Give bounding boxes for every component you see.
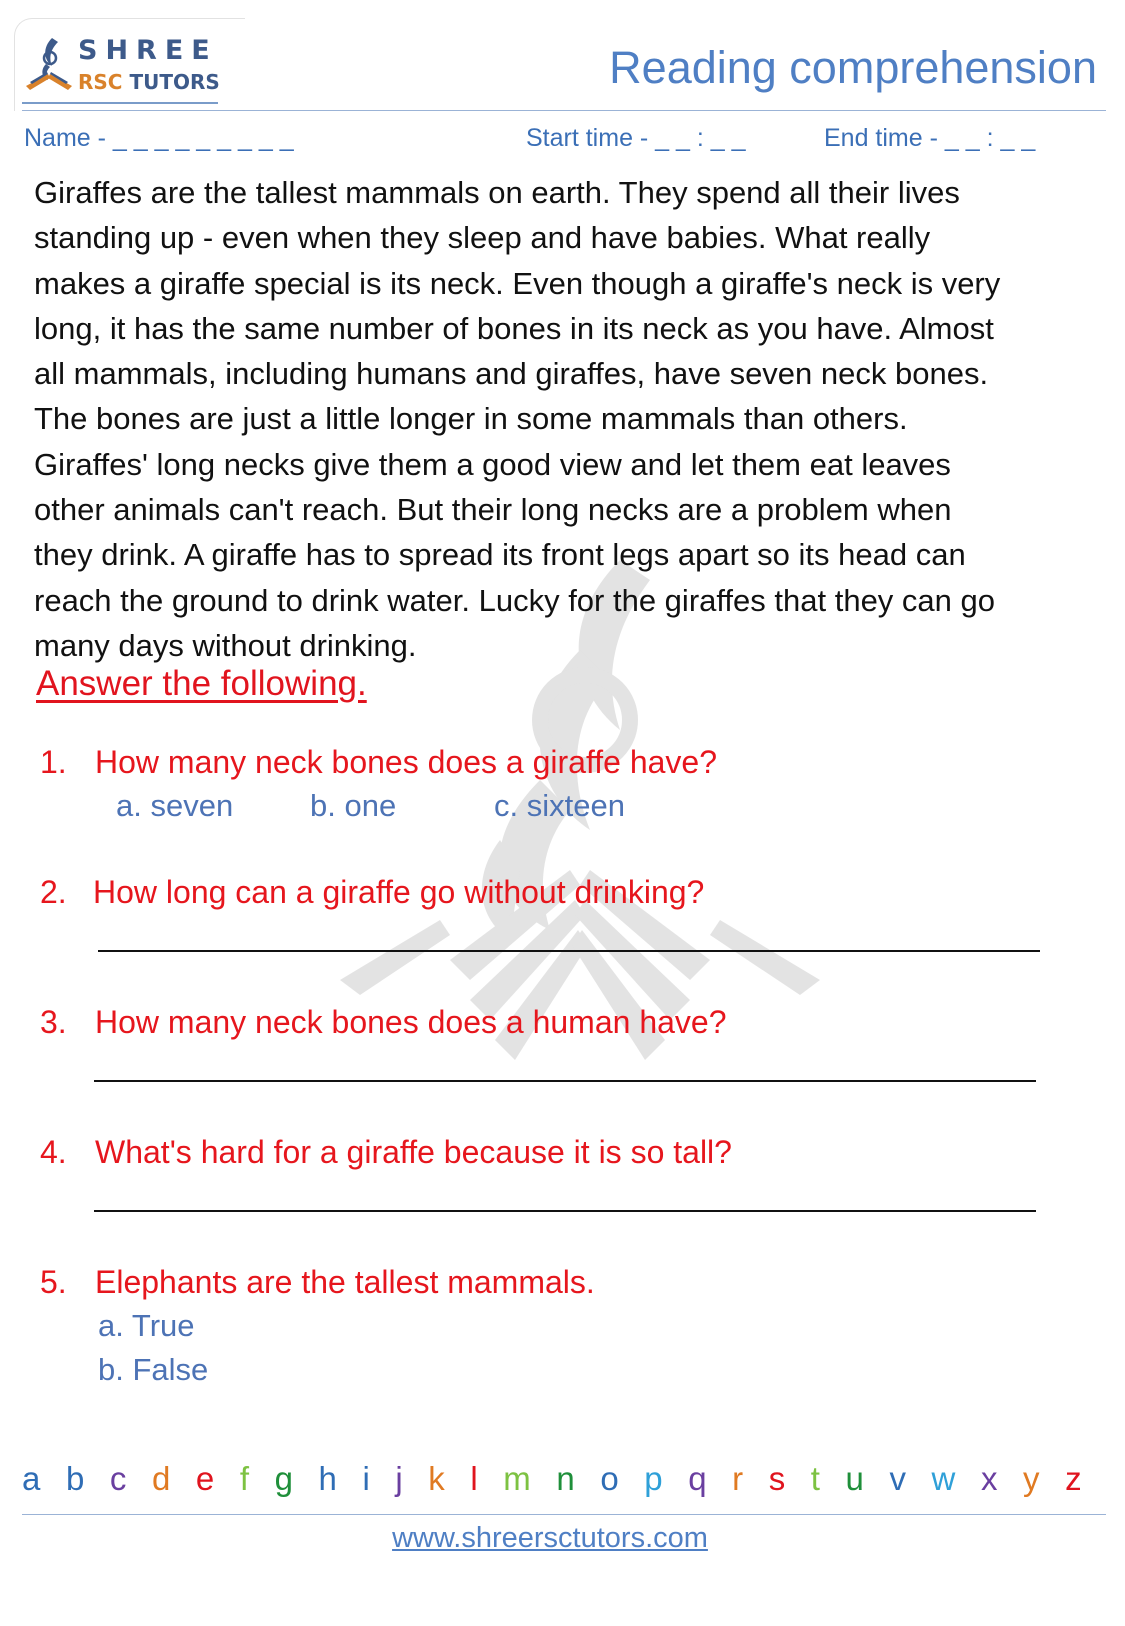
alphabet-letter-r: r xyxy=(732,1460,744,1497)
logo-tutors-suffix: TUTORS xyxy=(122,70,220,94)
passage-line: standing up - even when they sleep and have babies. What really xyxy=(34,220,931,256)
passage-line: all mammals, including humans and giraffes, have seven neck bones. xyxy=(34,356,989,392)
passage-line: makes a giraffe special is its neck. Even though a giraffe's neck is very xyxy=(34,265,1001,301)
alphabet-letter-t: t xyxy=(810,1460,820,1497)
flame-book-icon xyxy=(20,34,78,96)
alphabet-letter-a: a xyxy=(22,1460,41,1497)
option-c-sixteen[interactable]: c. sixteen xyxy=(494,788,625,823)
brand-logo xyxy=(14,18,244,110)
alphabet-letter-l: l xyxy=(470,1460,478,1497)
passage-line: many days without drinking. xyxy=(34,627,417,663)
question-3 xyxy=(40,1004,727,1041)
question-number: 5. xyxy=(40,1264,67,1300)
question-number: 3. xyxy=(40,1004,67,1040)
option-a-seven[interactable]: a. seven xyxy=(116,788,234,823)
question-1 xyxy=(40,744,718,781)
alphabet-letter-c: c xyxy=(109,1460,127,1497)
question-text: How long can a giraffe go without drinking? xyxy=(93,874,705,910)
reading-passage xyxy=(34,170,1124,668)
question-text: How many neck bones does a human have? xyxy=(95,1004,727,1040)
question-2 xyxy=(40,874,705,911)
answer-line-3[interactable] xyxy=(94,1080,1036,1082)
option-b-one[interactable]: b. one xyxy=(310,788,397,823)
footer-divider xyxy=(22,1514,1106,1515)
answer-heading: Answer the following. xyxy=(36,664,367,703)
question-5 xyxy=(40,1264,595,1301)
passage-line: long, it has the same number of bones in its neck as you have. Almost xyxy=(34,310,994,346)
alphabet-letter-p: p xyxy=(644,1460,663,1497)
logo-shree-text: SHREE xyxy=(78,35,218,66)
passage-line: Giraffes' long necks give them a good view and let them eat leaves xyxy=(34,446,951,482)
alphabet-letter-o: o xyxy=(600,1460,619,1497)
alphabet-letter-q: q xyxy=(688,1460,707,1497)
question-text: How many neck bones does a giraffe have? xyxy=(95,744,718,780)
question-text: What's hard for a giraffe because it is so tall? xyxy=(95,1134,732,1170)
page-title: Reading comprehension xyxy=(609,42,1097,93)
question-4 xyxy=(40,1134,732,1171)
alphabet-letter-f: f xyxy=(239,1460,249,1497)
alphabet-letter-b: b xyxy=(65,1460,85,1497)
alphabet-letter-e: e xyxy=(195,1460,215,1497)
alphabet-letter-n: n xyxy=(556,1460,575,1497)
alphabet-letter-u: u xyxy=(845,1460,864,1497)
option-b-false[interactable]: b. False xyxy=(98,1352,209,1387)
logo-rsc-text xyxy=(78,70,220,94)
question-number: 2. xyxy=(40,874,67,910)
logo-underline xyxy=(22,102,218,104)
website-link[interactable]: www.shreersctutors.com xyxy=(392,1522,708,1554)
header-divider xyxy=(22,110,1106,111)
alphabet-letter-s: s xyxy=(768,1460,786,1497)
passage-line: reach the ground to drink water. Lucky for the giraffes that they can go xyxy=(34,582,995,618)
answer-line-2[interactable] xyxy=(98,950,1040,952)
option-a-true[interactable]: a. True xyxy=(98,1308,195,1343)
name-field[interactable]: Name - _ _ _ _ _ _ _ _ _ xyxy=(24,124,294,152)
passage-line: Giraffes are the tallest mammals on earth. They spend all their lives xyxy=(34,175,960,210)
passage-line: other animals can't reach. But their long necks are a problem when xyxy=(34,492,952,528)
alphabet-letter-y: y xyxy=(1023,1460,1040,1497)
logo-rsc-prefix: RSC xyxy=(78,70,123,94)
alphabet-letter-m: m xyxy=(503,1460,531,1497)
start-time-field[interactable]: Start time - _ _ : _ _ xyxy=(526,124,746,152)
question-text: Elephants are the tallest mammals. xyxy=(95,1264,595,1300)
alphabet-letter-v: v xyxy=(889,1460,906,1497)
alphabet-letter-d: d xyxy=(151,1460,171,1497)
question-number: 4. xyxy=(40,1134,67,1170)
alphabet-strip xyxy=(22,1460,1082,1498)
alphabet-letter-w: w xyxy=(931,1460,956,1497)
alphabet-letter-h: h xyxy=(318,1460,337,1497)
end-time-field[interactable]: End time - _ _ : _ _ xyxy=(824,124,1036,152)
alphabet-letter-g: g xyxy=(274,1460,293,1497)
alphabet-letter-x: x xyxy=(980,1460,998,1497)
alphabet-letter-k: k xyxy=(428,1460,445,1497)
answer-line-4[interactable] xyxy=(94,1210,1036,1212)
passage-line: The bones are just a little longer in some mammals than others. xyxy=(34,401,908,437)
passage-line: they drink. A giraffe has to spread its front legs apart so its head can xyxy=(34,537,966,573)
question-number: 1. xyxy=(40,744,67,780)
alphabet-letter-z: z xyxy=(1065,1460,1082,1497)
alphabet-letter-i: i xyxy=(362,1460,370,1497)
alphabet-letter-j: j xyxy=(395,1460,403,1497)
